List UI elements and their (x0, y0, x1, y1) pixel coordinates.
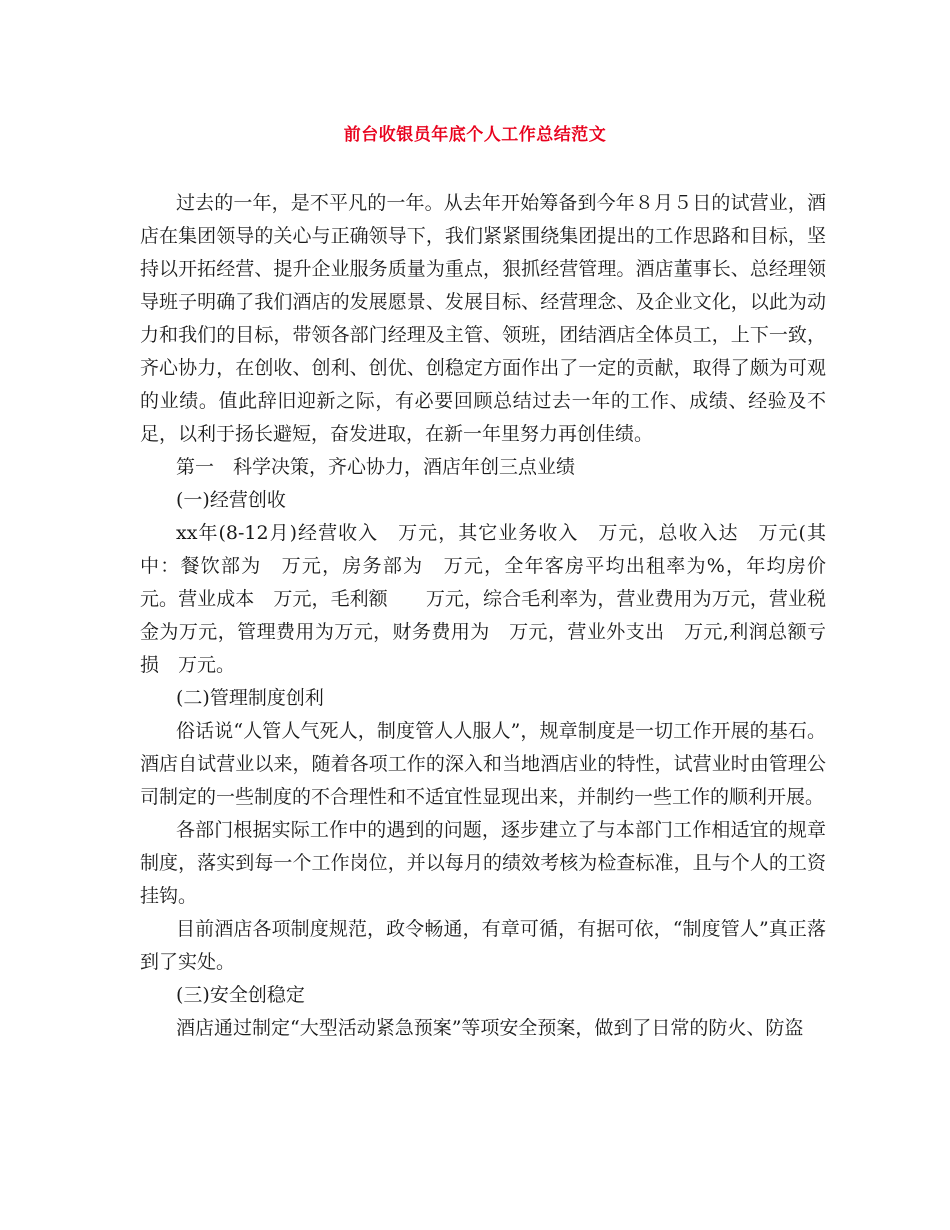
subsection-heading-safety: (三)安全创稳定 (176, 984, 305, 1006)
paragraph-safety: 酒店通过制定“大型活动紧急预案”等项安全预案，做到了日常的防火、防盗 (176, 1017, 804, 1039)
document-body (140, 187, 846, 1045)
section-heading-first: 第一 科学决策，齐心协力，酒店年创三点业绩 (176, 456, 576, 478)
paragraph-management-1: 俗话说“人管人气死人，制度管人人服人”，规章制度是一切工作开展的基石。酒店自试营业以来，随着各项工作的深入和当地酒店业的特性，试营业时由管理公司制定的一些制度的不合理性和不适宜性显现出来，并制约一些工作的顺利开展。 (140, 720, 826, 808)
paragraph-revenue: xx年(8-12月)经营收入 万元，其它业务收入 万元，总收入达 万元(其中：餐饮部为 万元，房务部为 万元，全年客房平均出租率为%，年均房价 元。营业成本 万元，毛利额 万元，综合毛利率为，营业费用为万元，营业税金为万元，管理费用为万元，财务费用为 万元，营业外支出 万元,利润总额亏损 万元。 (140, 522, 846, 676)
paragraph-management-2: 各部门根据实际工作中的遇到的问题，逐步建立了与本部门工作相适宜的规章制度，落实到每一个工作岗位，并以每月的绩效考核为检查标准，且与个人的工资挂钩。 (140, 819, 826, 907)
paragraph-intro: 过去的一年，是不平凡的一年。从去年开始筹备到今年８月５日的试营业，酒店在集团领导的关心与正确领导下，我们紧紧围绕集团提出的工作思路和目标，坚持以开拓经营、提升企业服务质量为重点，狠抓经营管理。酒店董事长、总经理领导班子明确了我们酒店的发展愿景、发展目标、经营理念、及企业文化，以此为动力和我们的目标，带领各部门经理及主管、领班，团结酒店全体员工，上下一致，齐心协力，在创收、创利、创优、创稳定方面作出了一定的贡献，取得了颇为可观的业绩。值此辞旧迎新之际，有必要回顾总结过去一年的工作、成绩、经验及不足，以利于扬长避短，奋发进取，在新一年里努力再创佳绩。 (140, 192, 826, 445)
paragraph-management-3: 目前酒店各项制度规范，政令畅通，有章可循，有据可依，“制度管人”真正落到了实处。 (140, 918, 826, 973)
subsection-heading-revenue: (一)经营创收 (176, 489, 286, 511)
document-title: 前台收银员年底个人工作总结范文 (343, 125, 607, 145)
subsection-heading-management: (二)管理制度创利 (176, 687, 324, 709)
